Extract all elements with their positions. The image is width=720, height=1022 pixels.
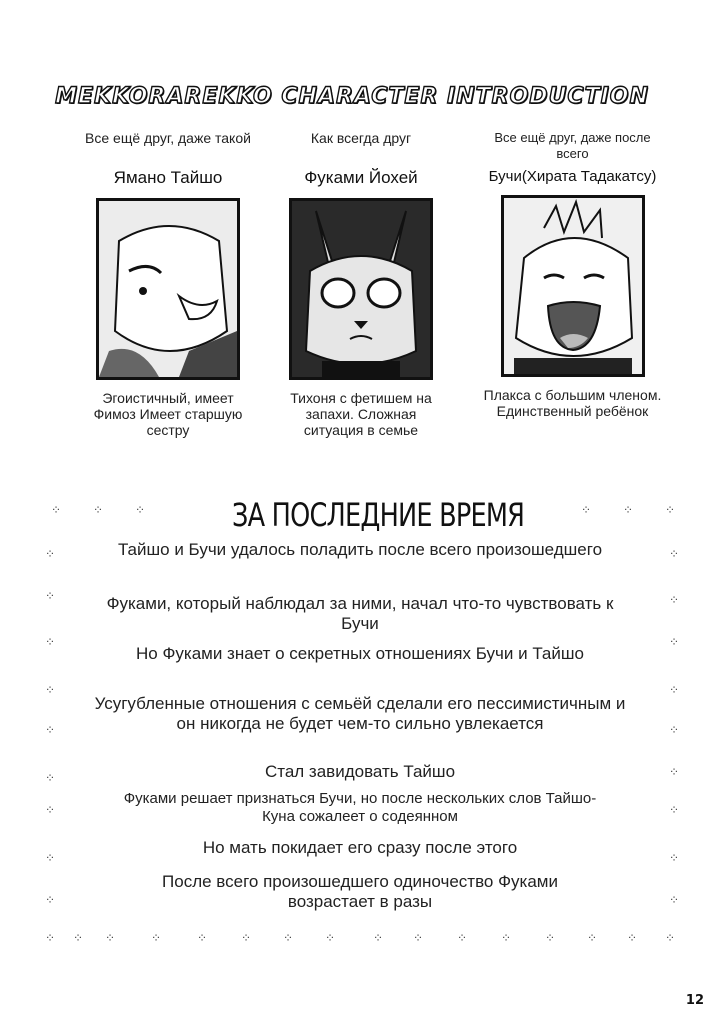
story-line: Усугубленные отношения с семьёй сделали его пессимистичным и он никогда не будет чем-то сильно увлекается: [94, 694, 626, 733]
dotted-ornament-icon: ⁘: [668, 765, 680, 779]
story-line: Стал завидовать Тайшо: [264, 762, 456, 781]
character-tagline: Как всегда друг: [310, 130, 412, 146]
dotted-ornament-icon: ⁘: [668, 851, 680, 865]
story-line: Тайшо и Бучи удалось поладить после всего произошедшего: [117, 540, 603, 559]
dotted-ornament-icon: ⁘: [44, 635, 56, 649]
story-line: Фуками решает признаться Бучи, но после нескольких слов Тайшо-Куна сожалеет о содеянном: [123, 790, 597, 825]
dotted-ornament-icon: ⁘: [626, 931, 638, 945]
page-title: MEKKORAREKKO CHARACTER INTRODUCTION: [55, 84, 649, 109]
story-paragraph: [90, 644, 630, 664]
dotted-ornament-icon: ⁘: [456, 931, 468, 945]
dotted-ornament-icon: ⁘: [50, 503, 62, 517]
dotted-ornament-icon: ⁘: [44, 893, 56, 907]
dotted-ornament-icon: ⁘: [580, 503, 592, 517]
page-number: 12: [685, 993, 704, 1008]
character-tagline: Все ещё друг, даже такой: [85, 130, 251, 146]
character-name: Ямано Тайшо: [113, 168, 223, 187]
dotted-ornament-icon: ⁘: [44, 931, 56, 945]
character-tagline: Все ещё друг, даже после всего: [494, 130, 651, 161]
dotted-ornament-icon: ⁘: [544, 931, 556, 945]
character-portrait-icon: [289, 198, 433, 380]
dotted-ornament-icon: ⁘: [668, 893, 680, 907]
dotted-ornament-icon: ⁘: [44, 803, 56, 817]
character-card-fukami: [276, 130, 446, 438]
story-paragraph: [150, 872, 570, 912]
story-paragraph: [110, 790, 610, 826]
story-line: Но мать покидает его сразу после этого: [202, 838, 518, 857]
story-line: Но Фуками знает о секретных отношениях Бучи и Тайшо: [136, 644, 584, 663]
character-description: Эгоистичный, имеет Фимоз Имеет старшую сестру: [93, 390, 243, 438]
dotted-ornament-icon: ⁘: [44, 547, 56, 561]
dotted-ornament-icon: ⁘: [134, 503, 146, 517]
dotted-ornament-icon: ⁘: [44, 771, 56, 785]
dotted-ornament-icon: ⁘: [372, 931, 384, 945]
character-card-buchi: [480, 130, 665, 419]
dotted-ornament-icon: ⁘: [282, 931, 294, 945]
dotted-ornament-icon: ⁘: [668, 593, 680, 607]
dotted-ornament-icon: ⁘: [668, 547, 680, 561]
story-line: Фуками, который наблюдал за ними, начал что-то чувствовать к Бучи: [106, 594, 614, 633]
dotted-ornament-icon: ⁘: [668, 723, 680, 737]
dotted-ornament-icon: ⁘: [150, 931, 162, 945]
dotted-ornament-icon: ⁘: [664, 931, 676, 945]
character-portrait-icon: [501, 195, 645, 377]
dotted-ornament-icon: ⁘: [92, 503, 104, 517]
dotted-ornament-icon: ⁘: [72, 931, 84, 945]
dotted-ornament-icon: ⁘: [500, 931, 512, 945]
story-paragraph: [90, 694, 630, 734]
story-paragraph: [90, 594, 630, 634]
dotted-ornament-icon: ⁘: [622, 503, 634, 517]
dotted-ornament-icon: ⁘: [586, 931, 598, 945]
dotted-ornament-icon: ⁘: [412, 931, 424, 945]
story-paragraph: [90, 540, 630, 560]
character-description: Плакса с большим членом. Единственный ребёнок: [483, 387, 662, 419]
character-portrait-icon: [96, 198, 240, 380]
story-line: После всего произошедшего одиночество Фуками возрастает в разы: [162, 872, 558, 911]
dotted-ornament-icon: ⁘: [44, 589, 56, 603]
dotted-ornament-icon: ⁘: [44, 723, 56, 737]
character-name: Бучи(Хирата Тадакатсу): [488, 168, 657, 185]
dotted-ornament-icon: ⁘: [324, 931, 336, 945]
story-title: ЗА ПОСЛЕДНИЕ ВРЕМЯ: [232, 496, 525, 534]
dotted-ornament-icon: ⁘: [44, 683, 56, 697]
dotted-ornament-icon: ⁘: [668, 683, 680, 697]
story-paragraph: [90, 838, 630, 858]
dotted-ornament-icon: ⁘: [104, 931, 116, 945]
dotted-ornament-icon: ⁘: [196, 931, 208, 945]
dotted-ornament-icon: ⁘: [664, 503, 676, 517]
character-description: Тихоня с фетишем на запахи. Сложная ситуация в семье: [290, 390, 432, 438]
dotted-ornament-icon: ⁘: [668, 803, 680, 817]
dotted-ornament-icon: ⁘: [44, 851, 56, 865]
dotted-ornament-icon: ⁘: [668, 635, 680, 649]
story-paragraph: [90, 762, 630, 782]
dotted-ornament-icon: ⁘: [240, 931, 252, 945]
character-card-taisho: [83, 130, 253, 438]
character-name: Фуками Йохей: [304, 168, 418, 187]
